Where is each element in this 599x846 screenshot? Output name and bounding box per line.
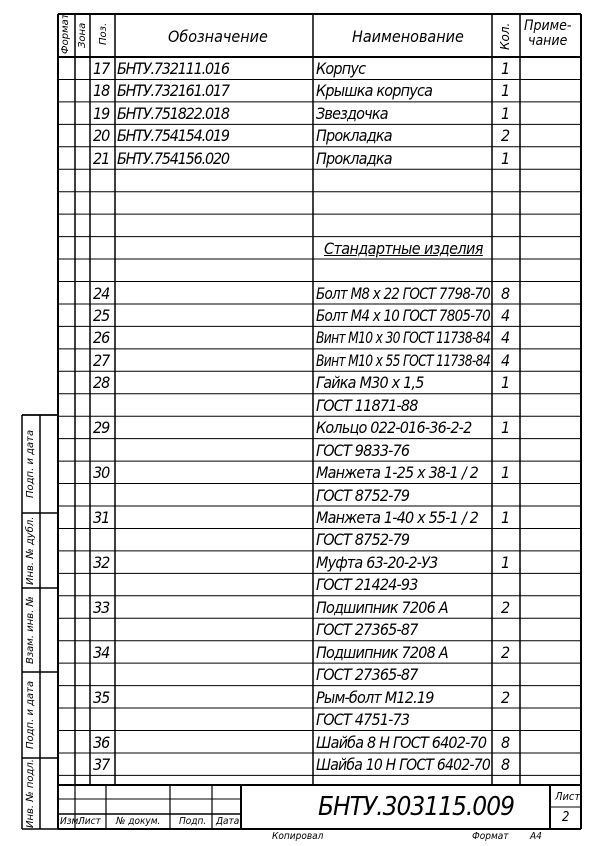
row-pos: 25 [93, 305, 110, 325]
row-pos: 31 [93, 508, 110, 527]
row-name: Подшипник 7208 А [316, 642, 448, 662]
row-qty: 1 [501, 508, 511, 527]
row-name: Болт М8 х 22 ГОСТ 7798-70 [316, 283, 490, 303]
row-name: Гайка М30 х 1,5 [316, 373, 424, 393]
row-designation: БНТУ.732111.016 [117, 59, 229, 78]
row-name: Рым-болт М12.19 [316, 687, 434, 707]
row-qty: 2 [501, 687, 511, 707]
row-name: Муфта 63-20-2-У3 [316, 552, 438, 572]
row-pos: 34 [93, 642, 110, 662]
header-format: Формат [60, 13, 71, 54]
row-name: Прокладка [316, 148, 392, 168]
row-qty: 4 [501, 328, 511, 348]
header-pos: Поз. [98, 22, 109, 45]
row-name: Крышка корпуса [316, 81, 433, 101]
row-pos: 36 [93, 732, 110, 752]
row-pos: 30 [93, 463, 110, 483]
header-zone: Зона [77, 22, 88, 48]
row-pos: 32 [93, 552, 110, 572]
row-name: Манжета 1-40 х 55-1 / 2 [316, 508, 478, 527]
row-designation: БНТУ.751822.018 [117, 103, 229, 123]
row-qty: 1 [501, 103, 511, 123]
row-pos: 35 [93, 687, 110, 707]
header-note-line2: чание [528, 33, 568, 49]
row-pos: 19 [93, 103, 110, 123]
section-heading: Стандартные изделия [324, 238, 483, 258]
row-designation: БНТУ.732161.017 [117, 81, 229, 101]
side-label: Взам. инв. № [25, 596, 36, 664]
header-designation: Обозначение [168, 27, 268, 46]
row-name: Шайба 8 Н ГОСТ 6402-70 [316, 732, 487, 752]
row-name: Звездочка [316, 103, 388, 123]
row-qty: 1 [501, 81, 511, 101]
title-col-label: Подп. [179, 816, 207, 827]
row-qty: 4 [501, 350, 511, 370]
row-pos: 29 [93, 418, 110, 438]
title-col-label: Изм. [60, 816, 82, 827]
row-qty: 4 [501, 305, 511, 325]
row-qty: 2 [501, 642, 511, 662]
row-qty: 1 [501, 373, 511, 393]
side-label: Инв. № подл. [25, 759, 36, 828]
row-name: Прокладка [316, 126, 392, 146]
row-name: Кольцо 022-016-36-2-2 [316, 418, 472, 438]
row-qty: 1 [501, 552, 511, 572]
title-designation: БНТУ.303115.009 [318, 792, 514, 822]
header-qty: Кол. [498, 22, 512, 50]
row-name: Винт М10 х 30 ГОСТ 11738-84 [316, 328, 490, 348]
row-name: Винт М10 х 55 ГОСТ 11738-84 [316, 350, 490, 370]
row-pos: 26 [93, 328, 110, 348]
row-name: ГОСТ 8752-79 [316, 530, 410, 550]
row-name: Корпус [316, 59, 366, 78]
row-name: Шайба 10 Н ГОСТ 6402-70 [316, 754, 490, 774]
row-name: ГОСТ 27365-87 [316, 665, 418, 685]
footer-format-label: Формат [472, 831, 509, 842]
row-designation: БНТУ.754154.019 [117, 126, 229, 146]
row-name: ГОСТ 11871-88 [316, 395, 418, 415]
row-pos: 18 [93, 81, 110, 101]
row-pos: 24 [93, 283, 110, 303]
row-qty: 8 [501, 732, 511, 752]
row-qty: 8 [501, 283, 511, 303]
row-name: ГОСТ 4751-73 [316, 710, 410, 730]
footer-copied: Копировал [272, 831, 324, 842]
row-qty: 2 [501, 597, 511, 617]
row-qty: 1 [501, 148, 511, 168]
row-name: ГОСТ 8752-79 [316, 485, 410, 505]
row-pos: 28 [93, 373, 110, 393]
row-name: Подшипник 7206 А [316, 597, 448, 617]
row-qty: 2 [501, 126, 511, 146]
row-name: Манжета 1-25 х 38-1 / 2 [316, 463, 478, 483]
row-qty: 1 [501, 463, 511, 483]
title-sheet-label: Лист [555, 790, 581, 803]
row-qty: 1 [501, 59, 511, 78]
row-name: ГОСТ 27365-87 [316, 620, 418, 640]
row-pos: 17 [93, 59, 110, 78]
footer-format-value: А4 [530, 831, 542, 842]
row-pos: 20 [93, 126, 110, 146]
side-label: Инв. № дубл. [25, 516, 36, 585]
header-note-line1: Приме- [524, 18, 572, 34]
row-name: ГОСТ 21424-93 [316, 575, 418, 595]
row-qty: 1 [501, 418, 511, 438]
title-col-label: Лист [78, 816, 101, 827]
row-pos: 21 [93, 148, 110, 168]
row-pos: 27 [93, 350, 110, 370]
side-label: Подп. и дата [25, 680, 36, 749]
row-qty: 8 [501, 754, 511, 774]
row-pos: 37 [93, 754, 110, 774]
row-name: Болт М4 х 10 ГОСТ 7805-70 [316, 305, 490, 325]
row-name: ГОСТ 9833-76 [316, 440, 410, 460]
header-name: Наименование [352, 27, 464, 46]
row-pos: 33 [93, 597, 110, 617]
title-col-label: Дата [216, 816, 240, 827]
title-col-label: № докум. [116, 816, 161, 827]
row-designation: БНТУ.754156.020 [117, 148, 229, 168]
side-label: Подп. и дата [25, 429, 36, 498]
title-sheet-number: 2 [562, 810, 570, 825]
